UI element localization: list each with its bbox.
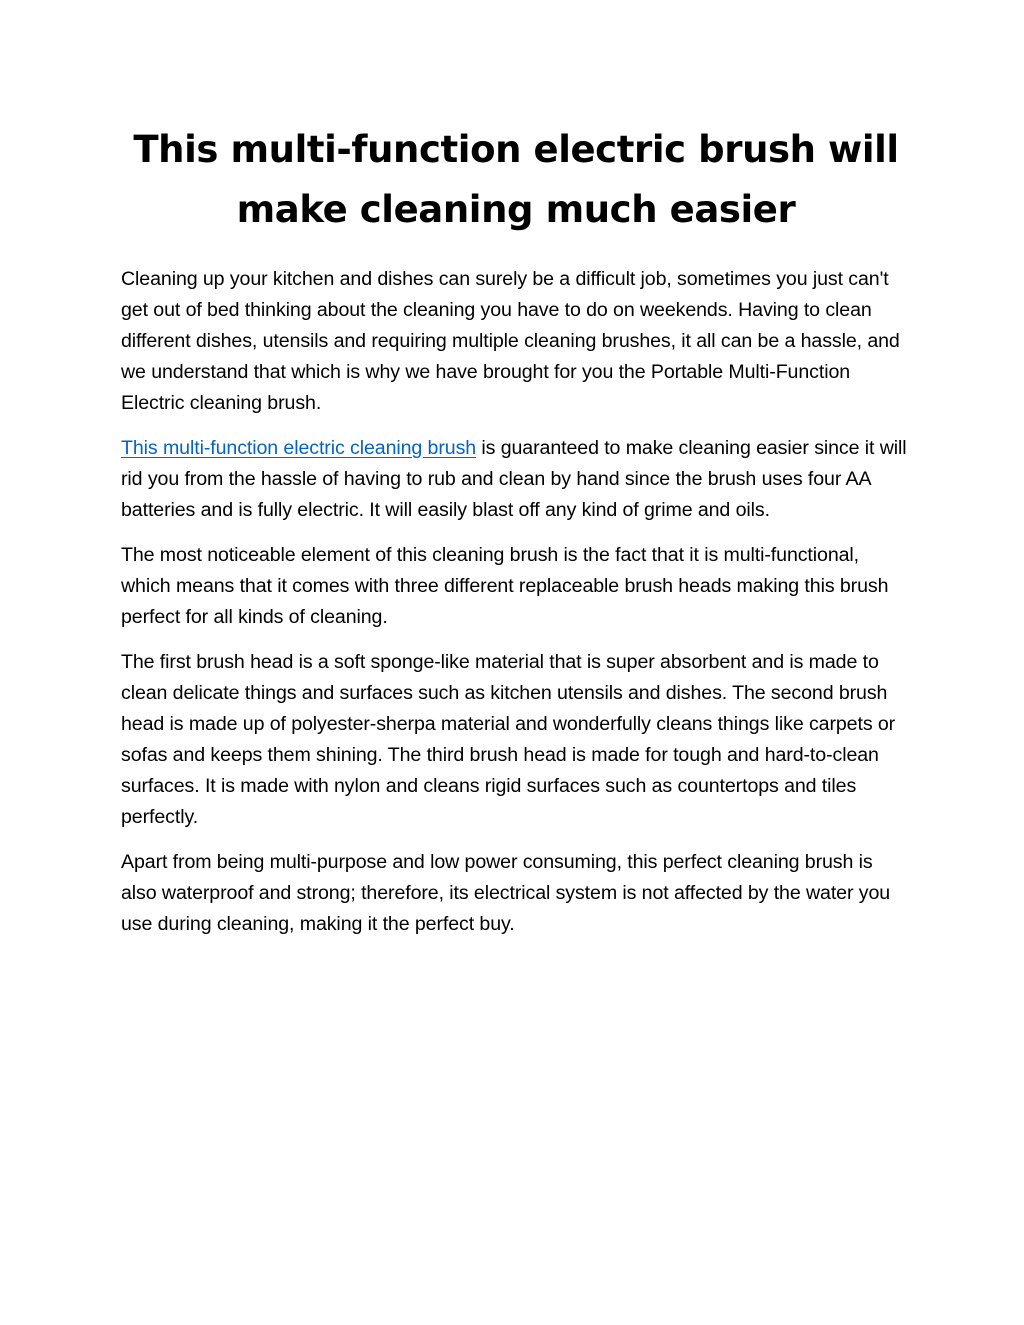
product-link[interactable]: This multi-function electric cleaning brush: [121, 437, 477, 459]
paragraph-brush-heads: The first brush head is a soft sponge-like material that is super absorbent and is made to clean delicate things and surfaces such as kitchen utensils and dishes. The second brush head is made up of polyester-sherpa material and wonderfully cleans things like carpets or sofas and keeps them shining. The third brush head is made for tough and hard-to-clean surfaces. It is made with nylon and cleans rigid surfaces such as countertops and tiles perfectly.: [121, 651, 896, 828]
document-page: [121, 120, 911, 954]
paragraph-waterproof: Apart from being multi-purpose and low power consuming, this perfect cleaning brush is also waterproof and strong; therefore, its electrical system is not affected by the water you use during cleaning, making it the perfect buy.: [121, 851, 891, 935]
paragraph-intro: Cleaning up your kitchen and dishes can surely be a difficult job, sometimes you just can't get out of bed thinking about the cleaning you have to do on weekends. Having to clean different dishes, utensils and requiring multiple cleaning brushes, it all can be a hassle, and we understand that which is why we have brought for you the Portable Multi-Function Electric cleaning brush.: [121, 268, 900, 414]
paragraph-multifunction: The most noticeable element of this cleaning brush is the fact that it is multi-functional, which means that it comes with three different replaceable brush heads making this brush perfect for all kinds of cleaning.: [121, 544, 889, 628]
paragraph-guarantee: [121, 433, 911, 526]
paragraph-guarantee-text: is guaranteed to make cleaning easier since it will rid you from the hassle of having to rub and clean by hand since the brush uses four AA batteries and is fully electric. It will easily blast off any kind of grime and oils.: [121, 437, 907, 521]
article-title: This multi-function electric brush will make cleaning much easier: [133, 128, 899, 231]
